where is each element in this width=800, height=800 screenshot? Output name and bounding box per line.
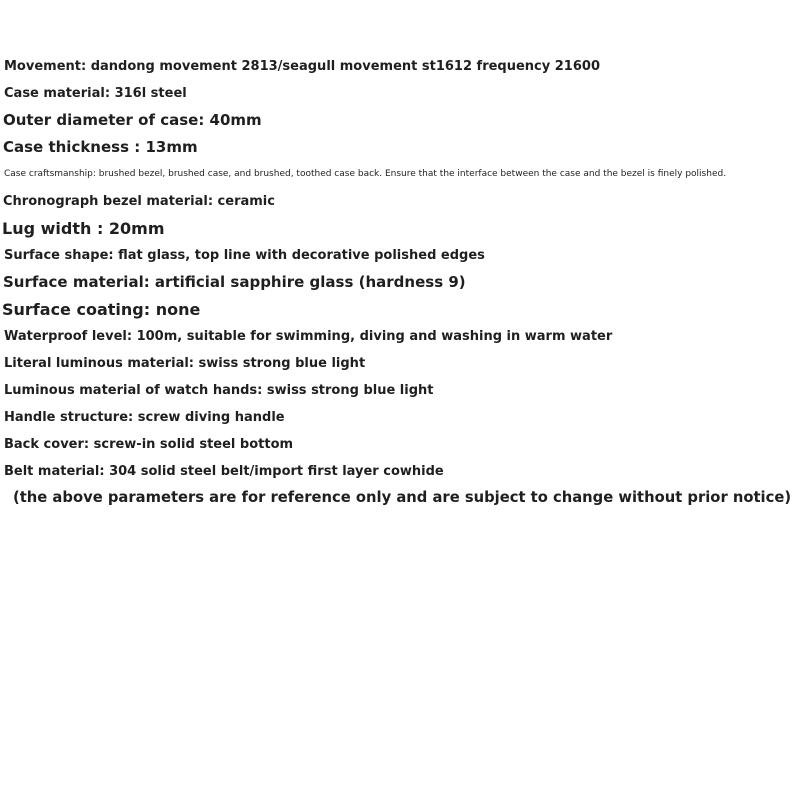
spec-case-craftsmanship: Case craftsmanship: brushed bezel, brushed case, and brushed, toothed case back. Ensure that the interface between the case and the bezel is finely polished. (4, 169, 727, 179)
spec-surface-coating: Surface coating: none (2, 300, 201, 319)
spec-belt-material: Belt material: 304 solid steel belt/import first layer cowhide (4, 464, 444, 479)
spec-movement: Movement: dandong movement 2813/seagull movement st1612 frequency 21600 (4, 59, 600, 74)
spec-handle-structure: Handle structure: screw diving handle (4, 410, 285, 425)
spec-bezel-material: Chronograph bezel material: ceramic (3, 194, 275, 209)
spec-waterproof-level: Waterproof level: 100m, suitable for swimming, diving and washing in warm water (4, 329, 613, 344)
spec-back-cover: Back cover: screw-in solid steel bottom (4, 437, 294, 452)
spec-hands-luminous: Luminous material of watch hands: swiss strong blue light (4, 383, 434, 398)
spec-case-thickness: Case thickness : 13mm (3, 138, 198, 156)
disclaimer-note: (the above parameters are for reference only and are subject to change without prior notice) (13, 489, 792, 506)
spec-surface-material: Surface material: artificial sapphire glass (hardness 9) (3, 273, 466, 291)
spec-outer-diameter: Outer diameter of case: 40mm (3, 111, 262, 129)
spec-literal-luminous: Literal luminous material: swiss strong blue light (4, 356, 366, 371)
spec-lug-width: Lug width : 20mm (2, 219, 165, 238)
spec-case-material: Case material: 316l steel (4, 86, 187, 101)
spec-surface-shape: Surface shape: flat glass, top line with decorative polished edges (4, 248, 485, 263)
